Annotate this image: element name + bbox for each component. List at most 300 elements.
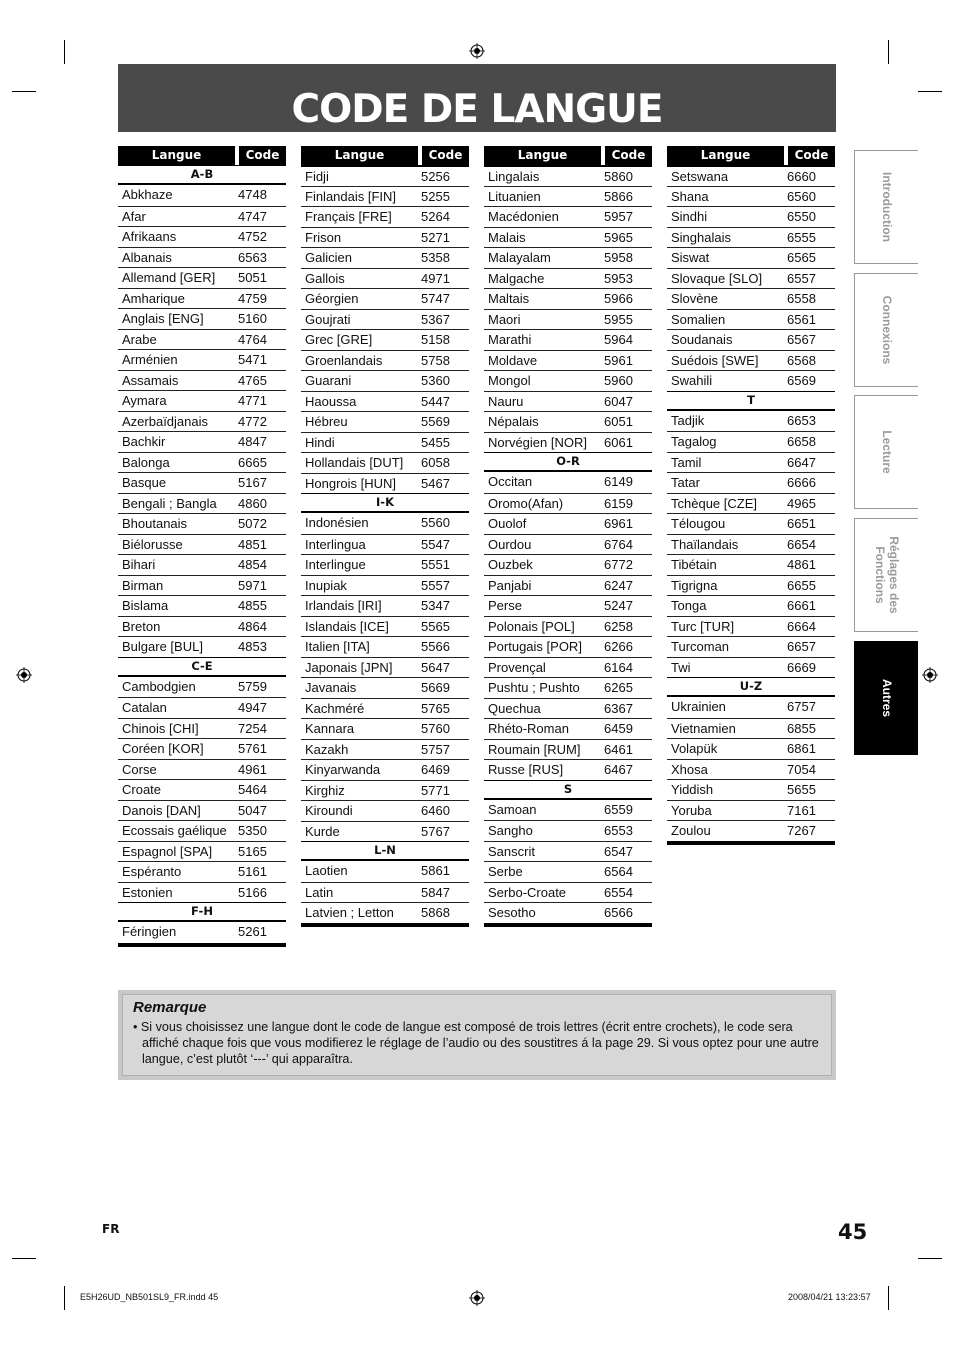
language-code: 5166 <box>238 884 267 900</box>
table-row <box>484 882 652 903</box>
language-name: Azerbaïdjanais <box>122 413 208 429</box>
language-name: Somalien <box>671 311 726 327</box>
table-row <box>118 267 286 288</box>
header-langue: Langue <box>667 146 784 165</box>
header-code: Code <box>422 146 469 165</box>
language-name: Thaïlandais <box>671 536 739 552</box>
tab-autres[interactable]: Autres <box>854 641 918 755</box>
table-row <box>118 575 286 596</box>
language-code: 4854 <box>238 557 267 572</box>
language-name: Basque <box>122 475 167 490</box>
table-row <box>118 247 286 268</box>
language-code: 4971 <box>421 270 450 286</box>
table-row <box>484 268 652 289</box>
language-name: Panjabi <box>488 577 532 593</box>
table-row <box>118 595 286 616</box>
table-row <box>484 227 652 248</box>
language-code: 7054 <box>787 761 816 777</box>
table-row <box>667 227 835 248</box>
table-row <box>118 493 286 514</box>
language-code: 5161 <box>238 864 267 879</box>
table-row <box>301 575 469 596</box>
table-row <box>484 718 652 739</box>
language-name: Sesotho <box>488 905 536 920</box>
language-name: Siswat <box>671 250 710 265</box>
table-row <box>667 370 835 391</box>
language-code: 6149 <box>604 474 633 489</box>
language-name: Birman <box>122 577 164 593</box>
registration-mark-icon <box>469 43 485 59</box>
language-code: 7267 <box>787 823 816 838</box>
crop-mark <box>64 1286 65 1310</box>
language-code: 5966 <box>604 291 633 306</box>
language-code: 6561 <box>787 311 816 327</box>
language-name: Amharique <box>122 290 185 306</box>
language-name: Cambodgien <box>122 678 196 694</box>
language-name: Latin <box>305 884 334 900</box>
section-heading: O-R <box>484 452 652 472</box>
header-langue: Langue <box>118 146 235 165</box>
language-code: 4759 <box>238 290 267 306</box>
language-name: Samoan <box>488 801 537 817</box>
table-row <box>667 165 835 186</box>
section-heading: I-K <box>301 493 469 513</box>
table-row <box>484 513 652 534</box>
language-name: Tigrigna <box>671 577 718 593</box>
table-row <box>667 350 835 371</box>
table-row <box>484 820 652 841</box>
language-name: Roumain [RUM] <box>488 741 581 757</box>
language-code: 5367 <box>421 311 450 327</box>
language-name: Interlingua <box>305 536 366 552</box>
table-row <box>301 411 469 432</box>
language-name: Bihari <box>122 557 156 572</box>
language-code: 5761 <box>238 741 267 756</box>
table-row <box>301 534 469 555</box>
language-code: 5158 <box>421 332 450 347</box>
language-code: 7161 <box>787 802 816 818</box>
language-name: Arabe <box>122 331 157 347</box>
language-code: 5669 <box>421 680 450 695</box>
registration-mark-icon <box>469 1290 485 1306</box>
language-code: 4747 <box>238 208 267 224</box>
language-code: 6051 <box>604 414 633 429</box>
table-row <box>118 308 286 329</box>
table-row <box>118 452 286 473</box>
language-code: 6653 <box>787 412 816 428</box>
language-code: 4864 <box>238 618 267 634</box>
language-name: Haoussa <box>305 393 357 409</box>
table-row <box>667 472 835 493</box>
language-name: Shana <box>671 188 709 204</box>
language-name: Malgache <box>488 270 545 286</box>
language-code: 5347 <box>421 598 450 613</box>
language-name: Hollandais [DUT] <box>305 455 404 470</box>
crop-mark <box>12 1258 36 1259</box>
table-row <box>118 206 286 227</box>
language-code: 4847 <box>238 434 267 449</box>
header-code: Code <box>239 146 286 165</box>
language-name: Coréen [KOR] <box>122 741 204 756</box>
language-code: 6467 <box>604 762 633 777</box>
language-code: 5847 <box>421 884 450 900</box>
language-code: 5551 <box>421 557 450 572</box>
language-code: 4764 <box>238 331 267 347</box>
table-row <box>301 780 469 801</box>
language-name: Portugais [POR] <box>488 639 582 654</box>
language-name: Ouolof <box>488 516 527 531</box>
table-row <box>667 452 835 473</box>
language-code: 6164 <box>604 659 633 675</box>
footer-timestamp: 2008/04/21 13:23:57 <box>788 1292 871 1302</box>
table-row <box>118 882 286 903</box>
language-name: Malayalam <box>488 250 551 265</box>
table-row <box>301 452 469 473</box>
language-name: Galicien <box>305 250 352 265</box>
language-name: Ecossais gaélique <box>122 823 227 838</box>
language-code: 6664 <box>787 618 816 634</box>
table-row <box>484 206 652 227</box>
table-row <box>301 247 469 268</box>
language-name: Danois [DAN] <box>122 802 201 818</box>
language-name: Turc [TUR] <box>671 618 735 634</box>
language-code: 6660 <box>787 169 816 184</box>
language-name: Géorgien <box>305 291 359 306</box>
language-code: 6047 <box>604 393 633 409</box>
table-row <box>118 861 286 882</box>
crop-mark <box>64 40 65 64</box>
language-name: Espéranto <box>122 864 182 879</box>
language-code: 6647 <box>787 454 816 470</box>
section-heading: C-E <box>118 657 286 677</box>
language-name: Japonais [JPN] <box>305 659 393 675</box>
table-row <box>301 800 469 821</box>
table-row <box>301 821 469 842</box>
language-name: Quechua <box>488 700 541 716</box>
table-row <box>667 820 835 841</box>
language-code: 5557 <box>421 577 450 593</box>
table-row <box>667 206 835 227</box>
language-code: 4765 <box>238 372 267 388</box>
language-code: 5566 <box>421 639 450 654</box>
table-row <box>667 309 835 330</box>
crop-mark <box>12 91 36 92</box>
table-row <box>301 227 469 248</box>
language-name: Swahili <box>671 373 713 388</box>
table-row <box>301 473 469 494</box>
language-code: 5455 <box>421 434 450 450</box>
language-name: Kazakh <box>305 741 349 757</box>
table-row <box>484 288 652 309</box>
language-name: Perse <box>488 598 522 613</box>
language-code: 5866 <box>604 188 633 204</box>
table-row <box>667 616 835 637</box>
language-name: Oromo(Afan) <box>488 495 564 511</box>
language-code: 5271 <box>421 229 450 245</box>
language-code: 6265 <box>604 680 633 695</box>
section-heading: L-N <box>301 841 469 861</box>
language-name: Hindi <box>305 434 335 450</box>
table-row <box>484 186 652 207</box>
language-name: Sindhi <box>671 209 708 224</box>
table-row <box>484 677 652 698</box>
table-header <box>301 146 469 165</box>
table-row <box>301 554 469 575</box>
language-code: 6560 <box>787 188 816 204</box>
language-code: 5160 <box>238 311 267 326</box>
language-code: 4965 <box>787 495 816 511</box>
table-row <box>301 391 469 412</box>
table-row <box>667 575 835 596</box>
table-row <box>667 288 835 309</box>
language-code: 6566 <box>604 905 633 920</box>
table-row <box>118 329 286 350</box>
language-code: 5051 <box>238 270 267 285</box>
language-name: Ukrainien <box>671 699 726 714</box>
language-name: Suédois [SWE] <box>671 352 759 368</box>
tab-introduction[interactable]: Introduction <box>854 150 918 264</box>
language-code: 6555 <box>787 229 816 245</box>
language-code: 6247 <box>604 577 633 593</box>
table-row <box>484 472 652 493</box>
table-row <box>301 370 469 391</box>
language-name: Goujrati <box>305 311 351 327</box>
language-name: Kinyarwanda <box>305 762 381 777</box>
language-code: 5953 <box>604 270 633 286</box>
language-code: 5759 <box>238 678 267 694</box>
language-code: 6669 <box>787 659 816 675</box>
table-row <box>484 861 652 882</box>
language-name: Kachméré <box>305 700 365 716</box>
language-code: 5767 <box>421 823 450 839</box>
language-code: 4851 <box>238 536 267 552</box>
language-code: 6655 <box>787 577 816 593</box>
language-name: Breton <box>122 618 161 634</box>
language-code: 6564 <box>604 864 633 879</box>
language-name: Aymara <box>122 393 167 408</box>
table-row <box>667 513 835 534</box>
language-code: 6266 <box>604 639 633 654</box>
language-name: Polonais [POL] <box>488 618 575 634</box>
language-name: Tchèque [CZE] <box>671 495 757 511</box>
table-row <box>301 165 469 186</box>
crop-mark <box>918 1258 942 1259</box>
language-code: 5464 <box>238 782 267 797</box>
table-row <box>667 595 835 616</box>
language-name: Slovène <box>671 291 718 306</box>
language-name: Français [FRE] <box>305 209 392 224</box>
language-name: Marathi <box>488 332 532 347</box>
language-marker: FR <box>102 1222 120 1236</box>
language-code: 4961 <box>238 761 267 777</box>
table-row <box>118 513 286 534</box>
language-name: Javanais <box>305 680 357 695</box>
table-row <box>484 493 652 514</box>
language-table-column-1 <box>118 146 286 947</box>
table-row <box>301 698 469 719</box>
language-name: Maori <box>488 311 521 327</box>
language-code: 4748 <box>238 187 267 202</box>
language-name: Bhoutanais <box>122 516 188 531</box>
language-code: 5565 <box>421 618 450 634</box>
language-name: Télougou <box>671 516 726 531</box>
table-row <box>301 350 469 371</box>
table-row <box>118 431 286 452</box>
language-code: 5547 <box>421 536 450 552</box>
language-code: 5868 <box>421 905 450 920</box>
language-code: 5958 <box>604 250 633 265</box>
language-code: 6563 <box>238 249 267 265</box>
language-name: Singhalais <box>671 229 731 245</box>
language-name: Kirghiz <box>305 782 345 798</box>
language-code: 6772 <box>604 557 633 572</box>
language-code: 5957 <box>604 209 633 224</box>
remark-text: • Si vous choisissez une langue dont le code de langue est composé de trois lettres (écrit entre crochets), le code sera affiché chaque fois que vous modifierez le réglage de l’audio ou des soustitres á la page 29. Si vous optez pour une autre langue, c’est plutôt ‘---’ qui apparaîtra. <box>133 1020 819 1066</box>
table-row <box>301 329 469 350</box>
language-code: 6558 <box>787 291 816 306</box>
language-code: 6061 <box>604 434 633 450</box>
language-code: 5861 <box>421 863 450 878</box>
table-row <box>484 534 652 555</box>
language-code: 5757 <box>421 741 450 757</box>
language-code: 6764 <box>604 536 633 552</box>
language-name: Vietnamien <box>671 720 736 736</box>
table-row <box>118 370 286 391</box>
language-name: Serbo-Croate <box>488 884 567 900</box>
table-row <box>484 391 652 412</box>
table-row <box>301 268 469 289</box>
language-name: Népalais <box>488 414 539 429</box>
language-code: 5569 <box>421 414 450 429</box>
table-row <box>301 882 469 903</box>
language-name: Groenlandais <box>305 352 383 368</box>
language-code: 5655 <box>787 782 816 797</box>
language-name: Irlandais [IRI] <box>305 598 382 613</box>
language-name: Bislama <box>122 598 169 613</box>
language-name: Turcoman <box>671 639 730 654</box>
table-row <box>301 718 469 739</box>
language-code: 7254 <box>238 720 267 736</box>
language-code: 5256 <box>421 169 450 184</box>
language-name: Yiddish <box>671 782 714 797</box>
language-name: Inupiak <box>305 577 347 593</box>
language-code: 5165 <box>238 843 267 859</box>
language-name: Afrikaans <box>122 229 177 244</box>
language-name: Tadjik <box>671 412 705 428</box>
language-name: Bachkir <box>122 434 166 449</box>
language-code: 5560 <box>421 515 450 530</box>
language-code: 5965 <box>604 229 633 245</box>
language-name: Tagalog <box>671 434 717 449</box>
tab-connexions[interactable]: Connexions <box>854 273 918 387</box>
language-name: Allemand [GER] <box>122 270 216 285</box>
table-row <box>484 247 652 268</box>
language-name: Occitan <box>488 474 533 489</box>
table-row <box>118 349 286 370</box>
header-code: Code <box>788 146 835 165</box>
table-row <box>667 554 835 575</box>
table-row <box>484 841 652 862</box>
table-row <box>301 902 469 923</box>
language-name: Estonien <box>122 884 173 900</box>
header-langue: Langue <box>484 146 601 165</box>
section-heading: S <box>484 780 652 800</box>
table-row <box>301 657 469 678</box>
language-name: Balonga <box>122 454 170 470</box>
language-code: 6367 <box>604 700 633 716</box>
header-code: Code <box>605 146 652 165</box>
language-code: 5358 <box>421 250 450 265</box>
table-row <box>118 390 286 411</box>
language-name: Guarani <box>305 373 352 388</box>
language-name: Setswana <box>671 169 729 184</box>
table-row <box>667 411 835 432</box>
language-code: 6559 <box>604 801 633 817</box>
language-code: 6553 <box>604 823 633 838</box>
language-code: 6258 <box>604 618 633 634</box>
language-name: Bengali ; Bangla <box>122 495 217 511</box>
language-code: 6547 <box>604 843 633 859</box>
language-code: 5350 <box>238 823 267 838</box>
tab-lecture[interactable]: Lecture <box>854 395 918 509</box>
table-row <box>301 739 469 760</box>
language-name: Anglais [ENG] <box>122 311 204 326</box>
language-code: 6658 <box>787 434 816 449</box>
language-name: Catalan <box>122 700 167 715</box>
language-name: Fidji <box>305 169 329 184</box>
crop-mark <box>888 40 889 64</box>
table-row <box>484 616 652 637</box>
tab-reglages-des-fonctions[interactable]: Réglages des Fonctions <box>854 518 918 632</box>
language-name: Sangho <box>488 823 533 838</box>
table-row <box>667 738 835 759</box>
language-name: Maltais <box>488 291 530 306</box>
table-row <box>118 820 286 841</box>
language-name: Assamais <box>122 372 179 388</box>
table-row <box>484 575 652 596</box>
language-code: 5955 <box>604 311 633 327</box>
language-code: 6961 <box>604 516 633 531</box>
language-name: Sanscrit <box>488 843 535 859</box>
language-code: 4861 <box>787 557 816 572</box>
language-code: 6557 <box>787 270 816 286</box>
table-row <box>118 554 286 575</box>
language-code: 5167 <box>238 475 267 490</box>
language-code: 6565 <box>787 250 816 265</box>
language-name: Ouzbek <box>488 557 533 572</box>
language-code: 5647 <box>421 659 450 675</box>
language-name: Arménien <box>122 352 178 367</box>
table-row <box>118 677 286 698</box>
language-code: 4752 <box>238 229 267 244</box>
language-name: Féringien <box>122 924 177 939</box>
table-row <box>118 779 286 800</box>
table-row <box>667 697 835 718</box>
language-name: Pushtu ; Pushto <box>488 680 580 695</box>
language-code: 5467 <box>421 475 450 491</box>
table-row <box>301 677 469 698</box>
table-row <box>118 534 286 555</box>
language-code: 6569 <box>787 373 816 388</box>
language-name: Kannara <box>305 721 355 736</box>
language-code: 5860 <box>604 169 633 184</box>
page-number: 45 <box>838 1220 868 1244</box>
language-code: 5360 <box>421 373 450 388</box>
section-heading: U-Z <box>667 677 835 697</box>
language-name: Biélorusse <box>122 536 183 552</box>
language-name: Croate <box>122 782 162 797</box>
language-code: 6567 <box>787 332 816 347</box>
